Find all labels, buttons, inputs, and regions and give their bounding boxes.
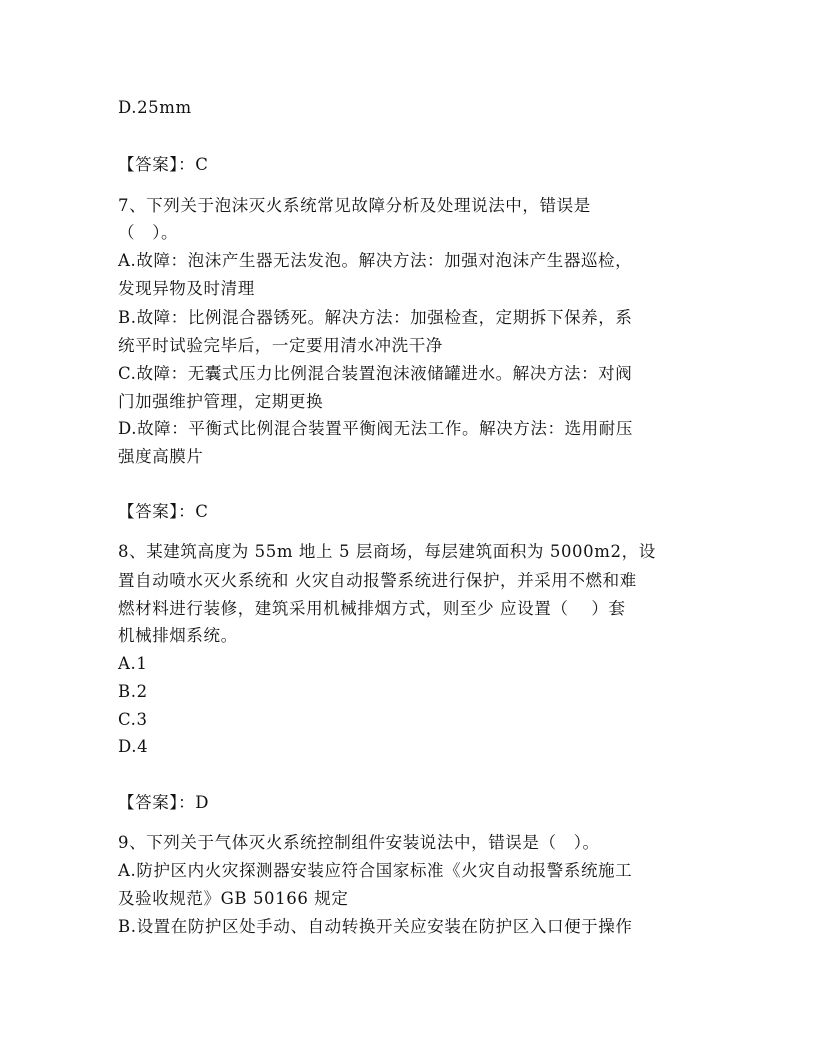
q9-option-a-line-2: 及验收规范》GB 50166 规定 — [118, 889, 349, 908]
q6-answer: 【答案】：C — [118, 155, 209, 174]
q8-option-a: A.1 — [118, 654, 148, 673]
q8-answer: 【答案】：D — [118, 793, 210, 812]
q8-option-d: D.4 — [118, 737, 149, 756]
q6-option-d: D.25mm — [118, 98, 192, 117]
q7-stem-line-1: 7、下列关于泡沫灭火系统常见故障分析及处理说法中，错误是 — [118, 196, 591, 215]
q8-stem-line-2: 置自动喷水灭火系统和 火灾自动报警系统进行保护，并采用不燃和难 — [118, 571, 637, 590]
q7-option-b-line-1: B.故障：比例混合器锈死。解决方法：加强检查，定期拆下保养，系 — [118, 308, 633, 327]
q8-stem-line-3: 燃材料进行装修，建筑采用机械排烟方式，则至少 应设置（ ）套 — [118, 599, 626, 618]
q9-option-b-line-1: B.设置在防护区处手动、自动转换开关应安装在防护区入口便于操作 — [118, 917, 633, 936]
q7-option-c-line-1: C.故障：无囊式压力比例混合装置泡沫液储罐进水。解决方法：对阀 — [118, 364, 633, 383]
q7-option-a-line-2: 发现异物及时清理 — [118, 279, 255, 298]
q8-stem-line-4: 机械排烟系统。 — [118, 626, 238, 645]
q7-option-c-line-2: 门加强维护管理，定期更换 — [118, 392, 324, 411]
q9-stem-line-1: 9、下列关于气体灭火系统控制组件安装说法中，错误是（ ）。 — [118, 833, 600, 852]
q8-option-b: B.2 — [118, 682, 148, 701]
q7-option-b-line-2: 统平时试验完毕后，一定要用清水冲洗干净 — [118, 336, 443, 355]
q7-option-d-line-2: 强度高膜片 — [118, 447, 204, 466]
q7-answer: 【答案】：C — [118, 502, 209, 521]
q8-stem-line-1: 8、某建筑高度为 55m 地上 5 层商场，每层建筑面积为 5000m2，设 — [118, 542, 656, 561]
q9-option-a-line-1: A.防护区内火灾探测器安装应符合国家标准《火灾自动报警系统施工 — [118, 861, 633, 880]
q7-option-d-line-1: D.故障：平衡式比例混合装置平衡阀无法工作。解决方法：选用耐压 — [118, 419, 633, 438]
q8-option-c: C.3 — [118, 710, 148, 729]
q7-option-a-line-1: A.故障：泡沫产生器无法发泡。解决方法：加强对泡沫产生器巡检， — [118, 251, 633, 270]
q7-stem-line-2: （ ）。 — [118, 223, 179, 242]
